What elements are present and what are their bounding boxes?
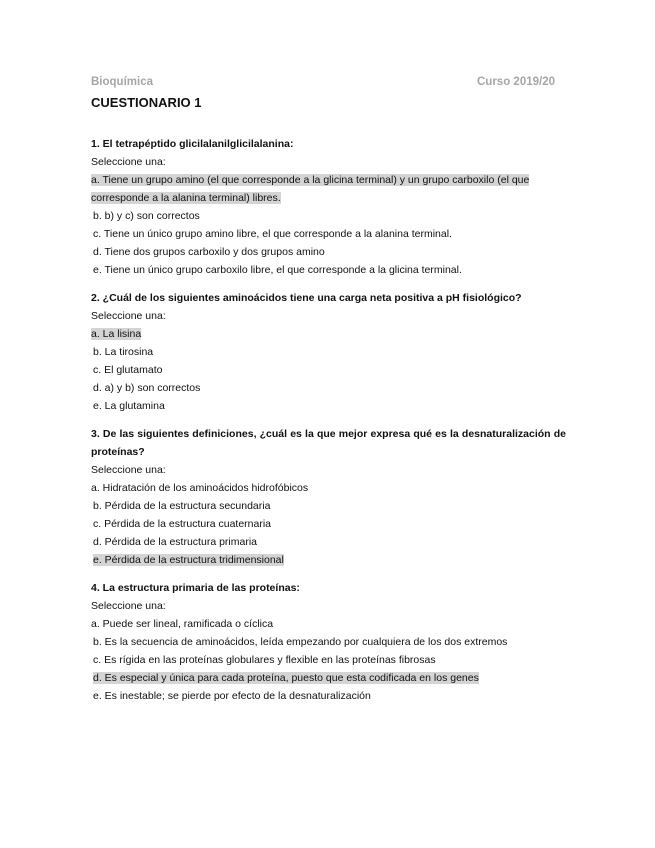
answer-text: d. Pérdida de la estructura primaria: [93, 536, 257, 548]
selected-answer-text: e. Pérdida de la estructura tridimensional: [93, 554, 284, 566]
answer-option[interactable]: [91, 361, 566, 379]
select-prompt: Seleccione una:: [91, 464, 166, 476]
selected-answer-text: d. Es especial y única para cada proteína, puesto que esta codificada en los genes: [93, 672, 479, 684]
select-prompt: Seleccione una:: [91, 156, 166, 168]
answer-text: e. La glutamina: [93, 400, 165, 412]
header-course: Curso 2019/20: [477, 76, 555, 88]
answer-text: b. La tirosina: [93, 346, 154, 358]
answer-option[interactable]: [91, 343, 566, 361]
header-subject: Bioquímica: [91, 76, 153, 88]
question-4: [91, 579, 566, 705]
answer-text: a. Hidratación de los aminoácidos hidrofóbicos: [91, 482, 309, 494]
answer-option[interactable]: [91, 207, 566, 225]
answer-option[interactable]: [91, 515, 566, 533]
answer-text: d. a) y b) son correctos: [93, 382, 201, 394]
answer-option[interactable]: [91, 533, 566, 551]
question-1: [91, 135, 566, 279]
answer-text: b. b) y c) son correctos: [93, 210, 200, 222]
answer-text: b. Es la secuencia de aminoácidos, leída empezando por cualquiera de los dos extremos: [93, 636, 508, 648]
answer-option[interactable]: [91, 669, 566, 687]
answer-text: c. El glutamato: [93, 364, 163, 376]
question-list: [91, 135, 566, 715]
answer-text: e. Tiene un único grupo carboxilo libre, el que corresponde a la glicina terminal.: [93, 264, 462, 276]
answer-option[interactable]: [91, 325, 566, 343]
answer-option[interactable]: [91, 497, 566, 515]
select-prompt: Seleccione una:: [91, 310, 166, 322]
answer-option[interactable]: [91, 651, 566, 669]
answer-text: c. Es rígida en las proteínas globulares y flexible en las proteínas fibrosas: [93, 654, 436, 666]
selected-answer-text: a. La lisina: [91, 328, 142, 340]
answer-option[interactable]: [91, 615, 566, 633]
answer-text: d. Tiene dos grupos carboxilo y dos grupos amino: [93, 246, 325, 258]
page-title: CUESTIONARIO 1: [91, 95, 202, 110]
question-text: 2. ¿Cuál de los siguientes aminoácidos tiene una carga neta positiva a pH fisiológico?: [91, 292, 522, 304]
selected-answer-text: a. Tiene un grupo amino (el que corresponde a la glicina terminal) y un grupo carboxilo (el que corresponde a la alanina terminal) libres.: [91, 174, 530, 204]
question-2: [91, 289, 566, 415]
answer-option[interactable]: [91, 397, 566, 415]
answer-text: c. Tiene un único grupo amino libre, el que corresponde a la alanina terminal.: [93, 228, 452, 240]
answer-option[interactable]: [91, 379, 566, 397]
answer-text: b. Pérdida de la estructura secundaria: [93, 500, 271, 512]
answer-option[interactable]: [91, 243, 566, 261]
answer-option[interactable]: [91, 633, 566, 651]
question-text: 4. La estructura primaria de las proteínas:: [91, 582, 300, 594]
answer-option[interactable]: [91, 261, 566, 279]
question-text: 1. El tetrapéptido glicilalanilglicilalanina:: [91, 138, 294, 150]
answer-option[interactable]: [91, 225, 566, 243]
question-text: 3. De las siguientes definiciones, ¿cuál es la que mejor expresa qué es la desnaturalización de proteínas?: [91, 428, 566, 458]
answer-text: e. Es inestable; se pierde por efecto de la desnaturalización: [93, 690, 371, 702]
answer-option[interactable]: [91, 551, 566, 569]
answer-text: c. Pérdida de la estructura cuaternaria: [93, 518, 272, 530]
question-3: [91, 425, 566, 569]
answer-option[interactable]: [91, 171, 566, 207]
answer-option[interactable]: [91, 479, 566, 497]
select-prompt: Seleccione una:: [91, 600, 166, 612]
answer-option[interactable]: [91, 687, 566, 705]
answer-text: a. Puede ser lineal, ramificada o cíclica: [91, 618, 274, 630]
